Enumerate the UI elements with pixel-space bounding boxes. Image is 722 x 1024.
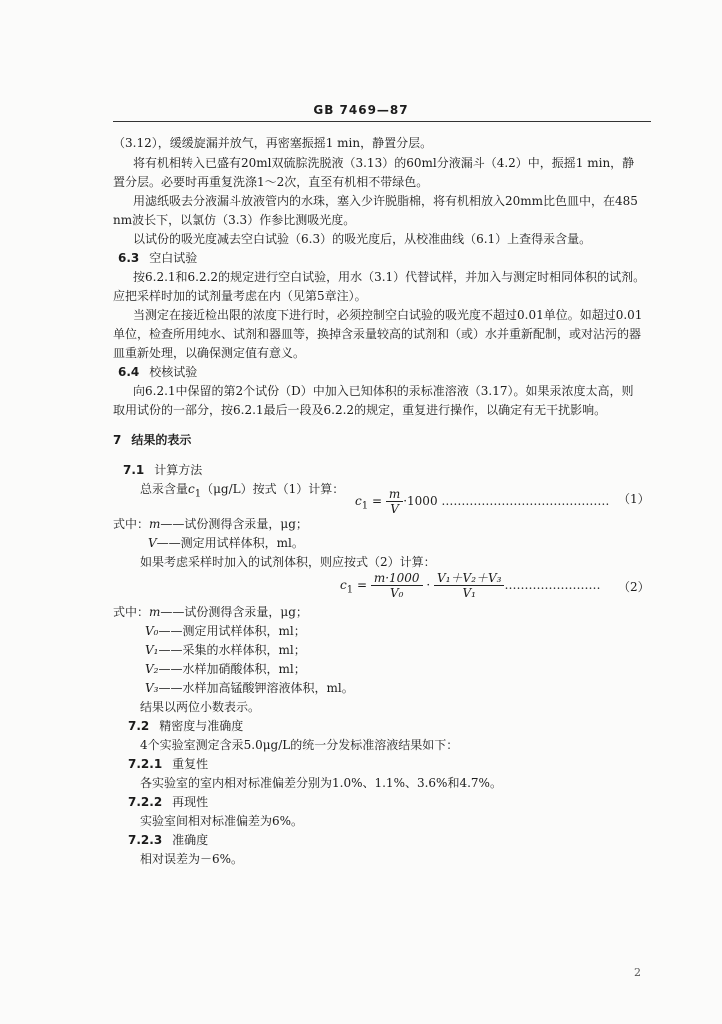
variable: c (188, 482, 195, 496)
section-number: 7.2 (128, 719, 150, 733)
section-heading-7-2-1 (128, 756, 208, 772)
section-number: 7.2.2 (128, 795, 163, 809)
body-line: nm波长下，以氯仿（3.3）作参比测吸光度。 (113, 213, 356, 227)
section-title: 空白试验 (149, 251, 198, 265)
section-heading-7-1 (123, 462, 202, 478)
body-line: 总汞含量$c_1(\mu g/L)$按式（1）计算： (140, 482, 345, 500)
body-line: 用滤纸吸去分液漏斗放液管内的水珠，塞入少许脱脂棉，将有机相放入20mm比色皿中，在485 (133, 194, 638, 208)
where-line: V₂——水样加硝酸体积，ml； (145, 662, 306, 676)
section-number: 7 (113, 433, 122, 447)
body-line: 向6.2.1中保留的第2个试份（D）中加入已知体积的汞标准溶液（3.17）。如果汞浓度太高，则 (133, 384, 634, 398)
body-line: （3.12），缓缓旋漏并放气，再密塞振摇1 min，静置分层。 (113, 136, 433, 150)
section-title: 精密度与准确度 (159, 719, 244, 733)
formula-number: （1） (618, 492, 650, 506)
body-line: 相对误差为－6%。 (140, 852, 244, 866)
body-line: 按6.2.1和6.2.2的规定进行空白试验，用水（3.1）代替试样，并加入与测定时相同体积的试剂。 (133, 270, 646, 284)
where-line: 式中：m——试份测得含汞量，μg； (113, 605, 308, 619)
body-line: 实验室间相对标准偏差为6%。 (140, 814, 304, 828)
section-heading-7 (113, 432, 191, 448)
header-rule (113, 121, 651, 122)
where-line: V₁——采集的水样体积，ml； (145, 643, 306, 657)
section-heading-7-2 (128, 718, 243, 734)
body-line: 如果考虑采样时加入的试剂体积，则应按式（2）计算： (140, 555, 436, 569)
section-heading-6-4 (118, 364, 197, 380)
standard-header: GB 7469—87 (313, 103, 409, 117)
where-line: V₀——测定用试样体积，ml； (145, 624, 306, 638)
body-line: 置分层。必要时再重复洗涤1～2次，直至有机相不带绿色。 (113, 175, 429, 189)
section-title: 计算方法 (154, 463, 203, 477)
page-number: 2 (634, 966, 641, 979)
section-title: 校核试验 (149, 365, 198, 379)
section-title: 结果的表示 (131, 433, 192, 447)
formula-number: （2） (618, 580, 650, 594)
where-line: V——测定用试样体积，ml。 (148, 536, 304, 550)
body-line: 4个实验室测定含汞5.0μg/L的统一分发标准溶液结果如下： (140, 738, 459, 752)
section-title: 重复性 (172, 757, 209, 771)
where-line: 式中：m——试份测得含汞量，μg； (113, 517, 308, 531)
formula-1: $c_1$ = $\frac{m}{V}$ ·1000 …………………………………… (355, 487, 610, 516)
body-line: 皿重新处理，以确保测定值有意义。 (113, 346, 306, 360)
body-line: 当测定在接近检出限的浓度下进行时，必须控制空白试验的吸光度不超过0.01单位。如超过0.01 (133, 308, 643, 322)
section-title: 准确度 (172, 833, 209, 847)
body-line: 将有机相转入已盛有20ml双硫腙洗脱液（3.13）的60ml分液漏斗（4.2）中，振摇1 min，静 (133, 156, 635, 170)
formula-2: $c_1$ = $\frac{m\cdot 1000}{\text{V₀}}$ · $\frac{\text{V₁＋V₂＋V₃}}{\text{V₁}}$ …………………… (340, 571, 601, 600)
body-line: 取用试份的一部分，按6.2.1最后一段及6.2.2的规定，重复进行操作，以确定有无干扰影响。 (113, 403, 607, 417)
section-number: 7.1 (123, 463, 145, 477)
section-title: 再现性 (172, 795, 209, 809)
body-line: 各实验室的室内相对标准偏差分别为1.0%、1.1%、3.6%和4.7%。 (140, 776, 502, 790)
section-heading-7-2-2 (128, 794, 208, 810)
body-line: 以试份的吸光度减去空白试验（6.3）的吸光度后，从校准曲线（6.1）上查得汞含量。 (133, 232, 592, 246)
section-heading-7-2-3 (128, 832, 208, 848)
section-number: 7.2.1 (128, 757, 163, 771)
fraction: $\frac{m\cdot 1000}{\text{V₀}}$ (371, 571, 423, 600)
where-line: V₃——水样加高锰酸钾溶液体积，ml。 (145, 681, 354, 695)
fraction: $\frac{m}{V}$ (386, 487, 403, 516)
section-number: 6.3 (118, 251, 140, 265)
body-line: 应把采样时加的试剂量考虑在内（见第5章注）。 (113, 289, 367, 303)
section-number: 6.4 (118, 365, 140, 379)
body-line: 单位，检查所用纯水、试剂和器皿等，换掉含汞量较高的试剂和（或）水并重新配制，或对沾污的器 (113, 327, 642, 341)
body-line: 结果以两位小数表示。 (140, 700, 261, 714)
fraction: $\frac{\text{V₁＋V₂＋V₃}}{\text{V₁}}$ (434, 571, 504, 600)
section-heading-6-3 (118, 250, 197, 266)
section-number: 7.2.3 (128, 833, 163, 847)
